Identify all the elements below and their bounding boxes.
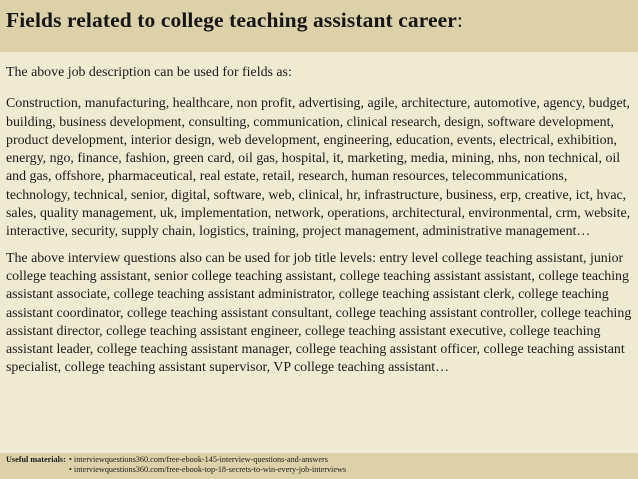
slide-title-colon: : (456, 8, 463, 32)
footer-link-1[interactable]: • interviewquestions360.com/free-ebook-145-interview-questions-and-answers (69, 455, 328, 464)
footer-label: Useful materials: (6, 455, 66, 464)
intro-text: The above job description can be used for fields as: (6, 65, 292, 80)
footer-link-2[interactable]: • interviewquestions360.com/free-ebook-top-18-secrets-to-win-every-job-interviews (69, 465, 347, 474)
slide-title (6, 8, 628, 33)
fields-paragraph: Construction, manufacturing, healthcare, non profit, advertising, agile, architecture, automotive, agency, budget, building, business development, consulting, communication, clinical research, design, software development, product development, interior design, web development, engineering, education, events, electrical, exhibition, energy, ngo, finance, fashion, green card, oil gas, hospital, it, marketing, media, mining, nhs, non technical, oil and gas, offshore, pharmaceutical, real estate, retail, research, human resources, telecommunications, technology, technical, senior, digital, software, web, clinical, hr, infrastructure, business, erp, creative, ict, hvac, sales, quality management, uk, implementation, network, operations, architectural, environmental, crm, website, interactive, security, supply chain, logistics, training, project management, administrative management… (6, 96, 631, 240)
title-bar (0, 0, 638, 52)
footer-label-spacer (6, 465, 68, 475)
footer-row-1 (6, 455, 638, 465)
footer-row-2 (6, 465, 638, 475)
job-levels-paragraph: The above interview questions also can be used for job title levels: entry level college teaching assistant, junior college teaching assistant, senior college teaching assistant, college teaching assistant assistant, college teaching assistant associate, college teaching assistant administrator, college teaching assistant clerk, college teaching assistant coordinator, college teaching assistant consultant, college teaching assistant controller, college teaching assistant director, college teaching assistant engineer, college teaching assistant executive, college teaching assistant leader, college teaching assistant manager, college teaching assistant officer, college teaching assistant specialist, college teaching assistant supervisor, VP college teaching assistant… (6, 250, 632, 376)
slide-title-text: Fields related to college teaching assistant career (6, 8, 457, 32)
slide-body (6, 58, 634, 378)
footer (0, 453, 638, 479)
